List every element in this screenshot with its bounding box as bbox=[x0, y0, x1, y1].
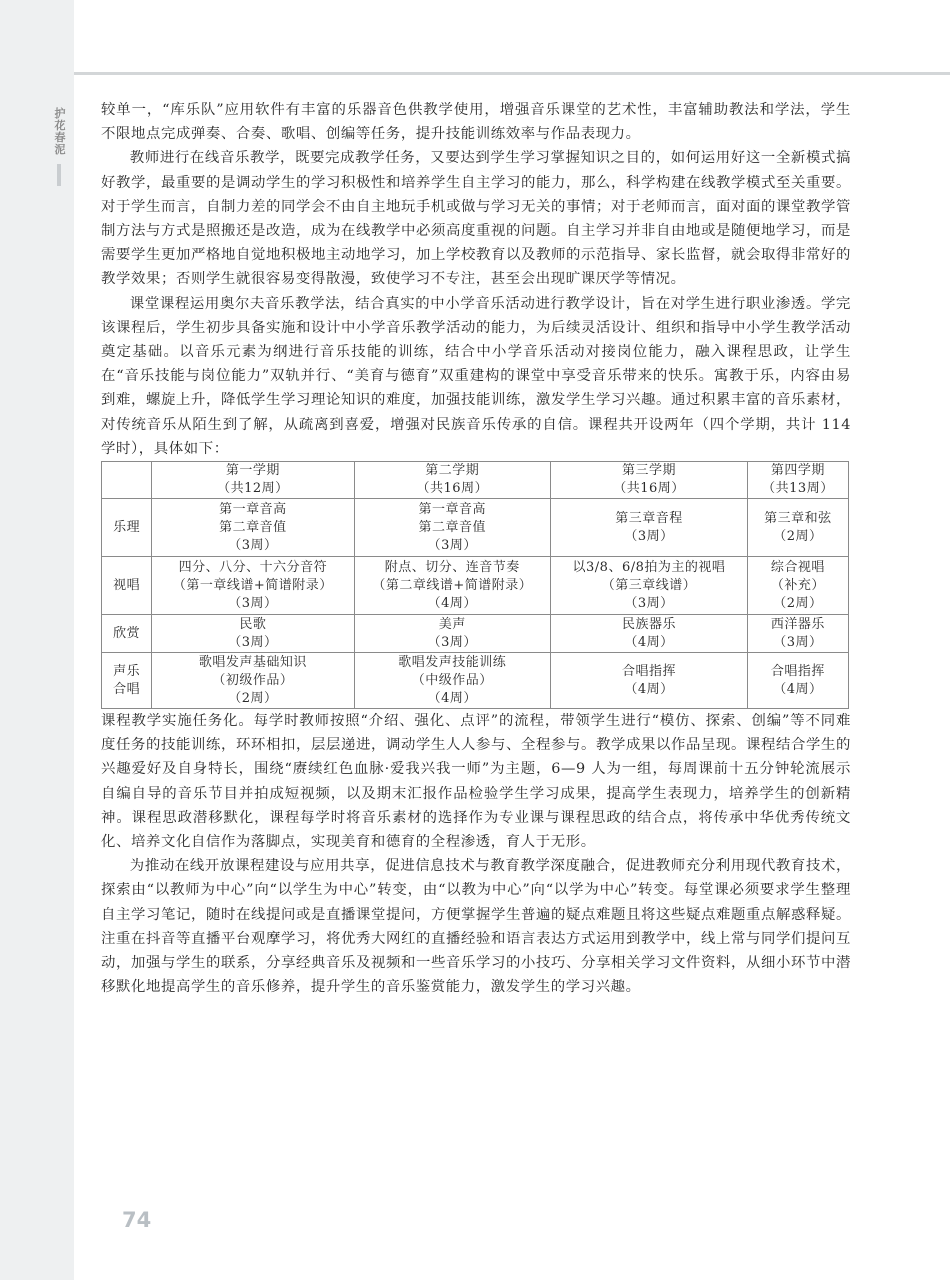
cell-line: 以3/8、6/8拍为主的视唱 bbox=[572, 559, 726, 575]
cell-line: 民族器乐 bbox=[621, 616, 676, 632]
cell-line: （共13周） bbox=[762, 481, 834, 497]
cell-line: 附点、切分、连音节奏 bbox=[384, 559, 520, 575]
cell-line: 第二章音值 bbox=[418, 519, 487, 535]
cell-line: （3周） bbox=[624, 595, 674, 611]
semester-header-cell bbox=[551, 462, 748, 499]
cell-line: （3周） bbox=[228, 634, 278, 650]
article-body bbox=[101, 98, 851, 999]
table-row bbox=[102, 653, 849, 709]
cell-line: （共12周） bbox=[217, 481, 289, 497]
table-cell bbox=[747, 499, 848, 557]
cell-line: 第二学期 bbox=[425, 463, 480, 479]
side-label-char: 护 bbox=[54, 107, 66, 120]
cell-line: 声乐 bbox=[113, 663, 141, 679]
table-corner-cell bbox=[102, 462, 152, 499]
cell-line: （4周） bbox=[773, 681, 823, 697]
cell-line: （3周） bbox=[228, 595, 278, 611]
table-header-row bbox=[102, 462, 849, 499]
table-row bbox=[102, 499, 849, 557]
paragraphs-after-table bbox=[101, 709, 851, 999]
side-label-char: 春 bbox=[54, 131, 66, 144]
table-row bbox=[102, 557, 849, 615]
page-number: 74 bbox=[122, 1208, 152, 1232]
cell-line: （4周） bbox=[427, 595, 477, 611]
table-cell bbox=[551, 557, 748, 615]
row-label-cell bbox=[102, 653, 152, 709]
header-rule bbox=[74, 72, 950, 75]
table-cell bbox=[354, 615, 551, 653]
cell-line: （4周） bbox=[427, 690, 477, 706]
table-cell bbox=[551, 653, 748, 709]
cell-line: （共16周） bbox=[613, 481, 685, 497]
table-cell bbox=[354, 653, 551, 709]
cell-line: 第一章音高 bbox=[418, 501, 487, 517]
cell-line: （补充） bbox=[770, 577, 825, 593]
table-cell bbox=[551, 615, 748, 653]
cell-line: 乐理 bbox=[113, 519, 141, 535]
side-label-char: 泥 bbox=[54, 143, 66, 156]
cell-line: 西洋器乐 bbox=[770, 616, 825, 632]
cell-line: 视唱 bbox=[113, 577, 141, 593]
cell-line: （2周） bbox=[773, 528, 823, 544]
table-cell bbox=[152, 653, 354, 709]
cell-line: （3周） bbox=[624, 528, 674, 544]
table-cell bbox=[354, 557, 551, 615]
cell-line: （第三章线谱） bbox=[601, 577, 697, 593]
semester-header-cell bbox=[354, 462, 551, 499]
cell-line: （2周） bbox=[228, 690, 278, 706]
table-cell bbox=[747, 557, 848, 615]
cell-line: 第三章音程 bbox=[615, 510, 683, 526]
table-cell bbox=[152, 615, 354, 653]
cell-line: 歌唱发声技能训练 bbox=[398, 654, 507, 670]
cell-line: 歌唱发声基础知识 bbox=[198, 654, 307, 670]
cell-line: 民歌 bbox=[239, 616, 267, 632]
body-paragraph: 为推动在线开放课程建设与应用共享，促进信息技术与教育教学深度融合，促进教师充分利用现代教育技术，探索由“以教师为中心”向“以学生为中心”转变，由“以教为中心”向“以学为中心”转变。每堂课必须要求学生整理自主学习笔记，随时在线提问或是直播课堂提问，方便掌握学生普遍的疑点难题且将这些疑点难题重点解惑释疑。注重在抖音等直播平台观摩学习，将优秀大网红的直播经验和语言表达方式运用到教学中，线上常与同学们提问互动，加强与学生的联系，分享经典音乐及视频和一些音乐学习的小技巧、分享相关学习文件资料，从细小环节中潜移默化地提高学生的音乐修养，提升学生的音乐鉴赏能力，激发学生的学习兴趣。 bbox=[101, 858, 851, 996]
row-label-cell bbox=[102, 615, 152, 653]
cell-line: （共16周） bbox=[416, 481, 489, 497]
body-paragraph: 教师进行在线音乐教学，既要完成教学任务，又要达到学生学习掌握知识之目的，如何运用好这一全新模式搞好教学，最重要的是调动学生的学习积极性和培养学生自主学习的能力，那么，科学构建在线教学模式至关重要。对于学生而言，自制力差的同学会不由自主地玩手机或做与学习无关的事情；对于老师而言，面对面的课堂教学管制方法与方式是照搬还是改造，成为在线教学中必须高度重视的问题。自主学习并非自由地或是随便地学习，而是需要学生更加严格地自觉地积极地主动地学习，加上学校教育以及教师的示范指导、家长监督，就会取得非常好的教学效果；否则学生就很容易变得散漫，致使学习不专注，甚至会出现旷课厌学等情况。 bbox=[101, 150, 851, 288]
body-paragraph: 课堂课程运用奥尔夫音乐教学法，结合真实的中小学音乐活动进行教学设计，旨在对学生进行职业渗透。学完该课程后，学生初步具备实施和设计中小学音乐教学活动的能力，为后续灵活设计、组织和指导中小学生教学活动奠定基础。以音乐元素为纲进行音乐技能的训练，结合中小学音乐活动对接岗位能力，融入课程思政，让学生在“音乐技能与岗位能力”双轨并行、“美育与德育”双重建构的课堂中享受音乐带来的快乐。寓教于乐，内容由易到难，螺旋上升，降低学生学习理论知识的难度，加强技能训练，激发学生学习兴趣。通过积累丰富的音乐素材，对传统音乐从陌生到了解，从疏离到喜爱，增强对民族音乐传承的自信。课程共开设两年（四个学期，共计 114 学时），具体如下： bbox=[101, 295, 851, 457]
cell-line: 第二章音值 bbox=[219, 519, 287, 535]
cell-line: 合唱指挥 bbox=[770, 663, 825, 679]
cell-line: 综合视唱 bbox=[770, 559, 825, 575]
side-label-char: 花 bbox=[54, 119, 66, 132]
cell-line: （初级作品） bbox=[212, 672, 294, 688]
row-label-cell bbox=[102, 557, 152, 615]
cell-line: （4周） bbox=[624, 634, 674, 650]
cell-line: 合唱 bbox=[113, 681, 141, 697]
table-cell bbox=[354, 499, 551, 557]
cell-line: 四分、八分、十六分音符 bbox=[178, 559, 328, 575]
table-cell bbox=[551, 499, 748, 557]
cell-line: （3周） bbox=[773, 634, 823, 650]
body-paragraph: 较单一，“库乐队”应用软件有丰富的乐器音色供教学使用，增强音乐课堂的艺术性，丰富辅助教法和学法，学生不限地点完成弹奏、合奏、歌唱、创编等任务，提升技能训练效率与作品表现力。 bbox=[101, 102, 851, 143]
side-marker-bar bbox=[57, 164, 61, 186]
cell-line: （3周） bbox=[427, 537, 477, 553]
cell-line: （4周） bbox=[624, 681, 674, 697]
body-paragraph: 课程教学实施任务化。每学时教师按照“介绍、强化、点评”的流程，带领学生进行“模仿、探索、创编”等不同难度任务的技能训练，环环相扣，层层递进，调动学生人人参与、全程参与。教学成果以作品呈现。课程结合学生的兴趣爱好及自身特长，围绕“赓续红色血脉·爱我兴我一师”为主题，6—9 人为一组，每周课前十五分钟轮流展示自编自导的音乐节目并拍成短视频，以及期末汇报作品检验学生学习成果，提高学生表现力，培养学生的创新精神。课程思政潜移默化，课程每学时将音乐素材的选择作为专业课与课程思政的结合点，将传承中华优秀传统文化、培养文化自信作为落脚点，实现美育和德育的全程渗透，育人于无形。 bbox=[101, 713, 851, 851]
cell-line: 第三学期 bbox=[621, 463, 676, 479]
curriculum-table bbox=[101, 461, 849, 709]
semester-header-cell bbox=[747, 462, 848, 499]
cell-line: 第四学期 bbox=[770, 463, 825, 479]
cell-line: 美声 bbox=[438, 616, 466, 632]
page-top-band bbox=[74, 0, 950, 70]
cell-line: 第三章和弦 bbox=[764, 510, 832, 526]
table-cell bbox=[747, 615, 848, 653]
cell-line: 第一章音高 bbox=[219, 501, 287, 517]
section-side-label bbox=[52, 108, 68, 156]
cell-line: （3周） bbox=[228, 537, 278, 553]
cell-line: （中级作品） bbox=[411, 672, 493, 688]
semester-header-cell bbox=[152, 462, 354, 499]
table-cell bbox=[747, 653, 848, 709]
cell-line: 欣赏 bbox=[113, 625, 141, 641]
table-row bbox=[102, 615, 849, 653]
cell-line: （2周） bbox=[773, 595, 823, 611]
paragraphs-before-table bbox=[101, 98, 851, 461]
row-label-cell bbox=[102, 499, 152, 557]
cell-line: 第一学期 bbox=[225, 463, 280, 479]
cell-line: （第一章线谱+简谱附录） bbox=[172, 577, 333, 593]
table-cell bbox=[152, 499, 354, 557]
page-margin-strip bbox=[0, 0, 74, 1280]
cell-line: （3周） bbox=[427, 634, 477, 650]
cell-line: （第二章线谱+简谱附录） bbox=[372, 577, 533, 593]
table-cell bbox=[152, 557, 354, 615]
cell-line: 合唱指挥 bbox=[621, 663, 676, 679]
